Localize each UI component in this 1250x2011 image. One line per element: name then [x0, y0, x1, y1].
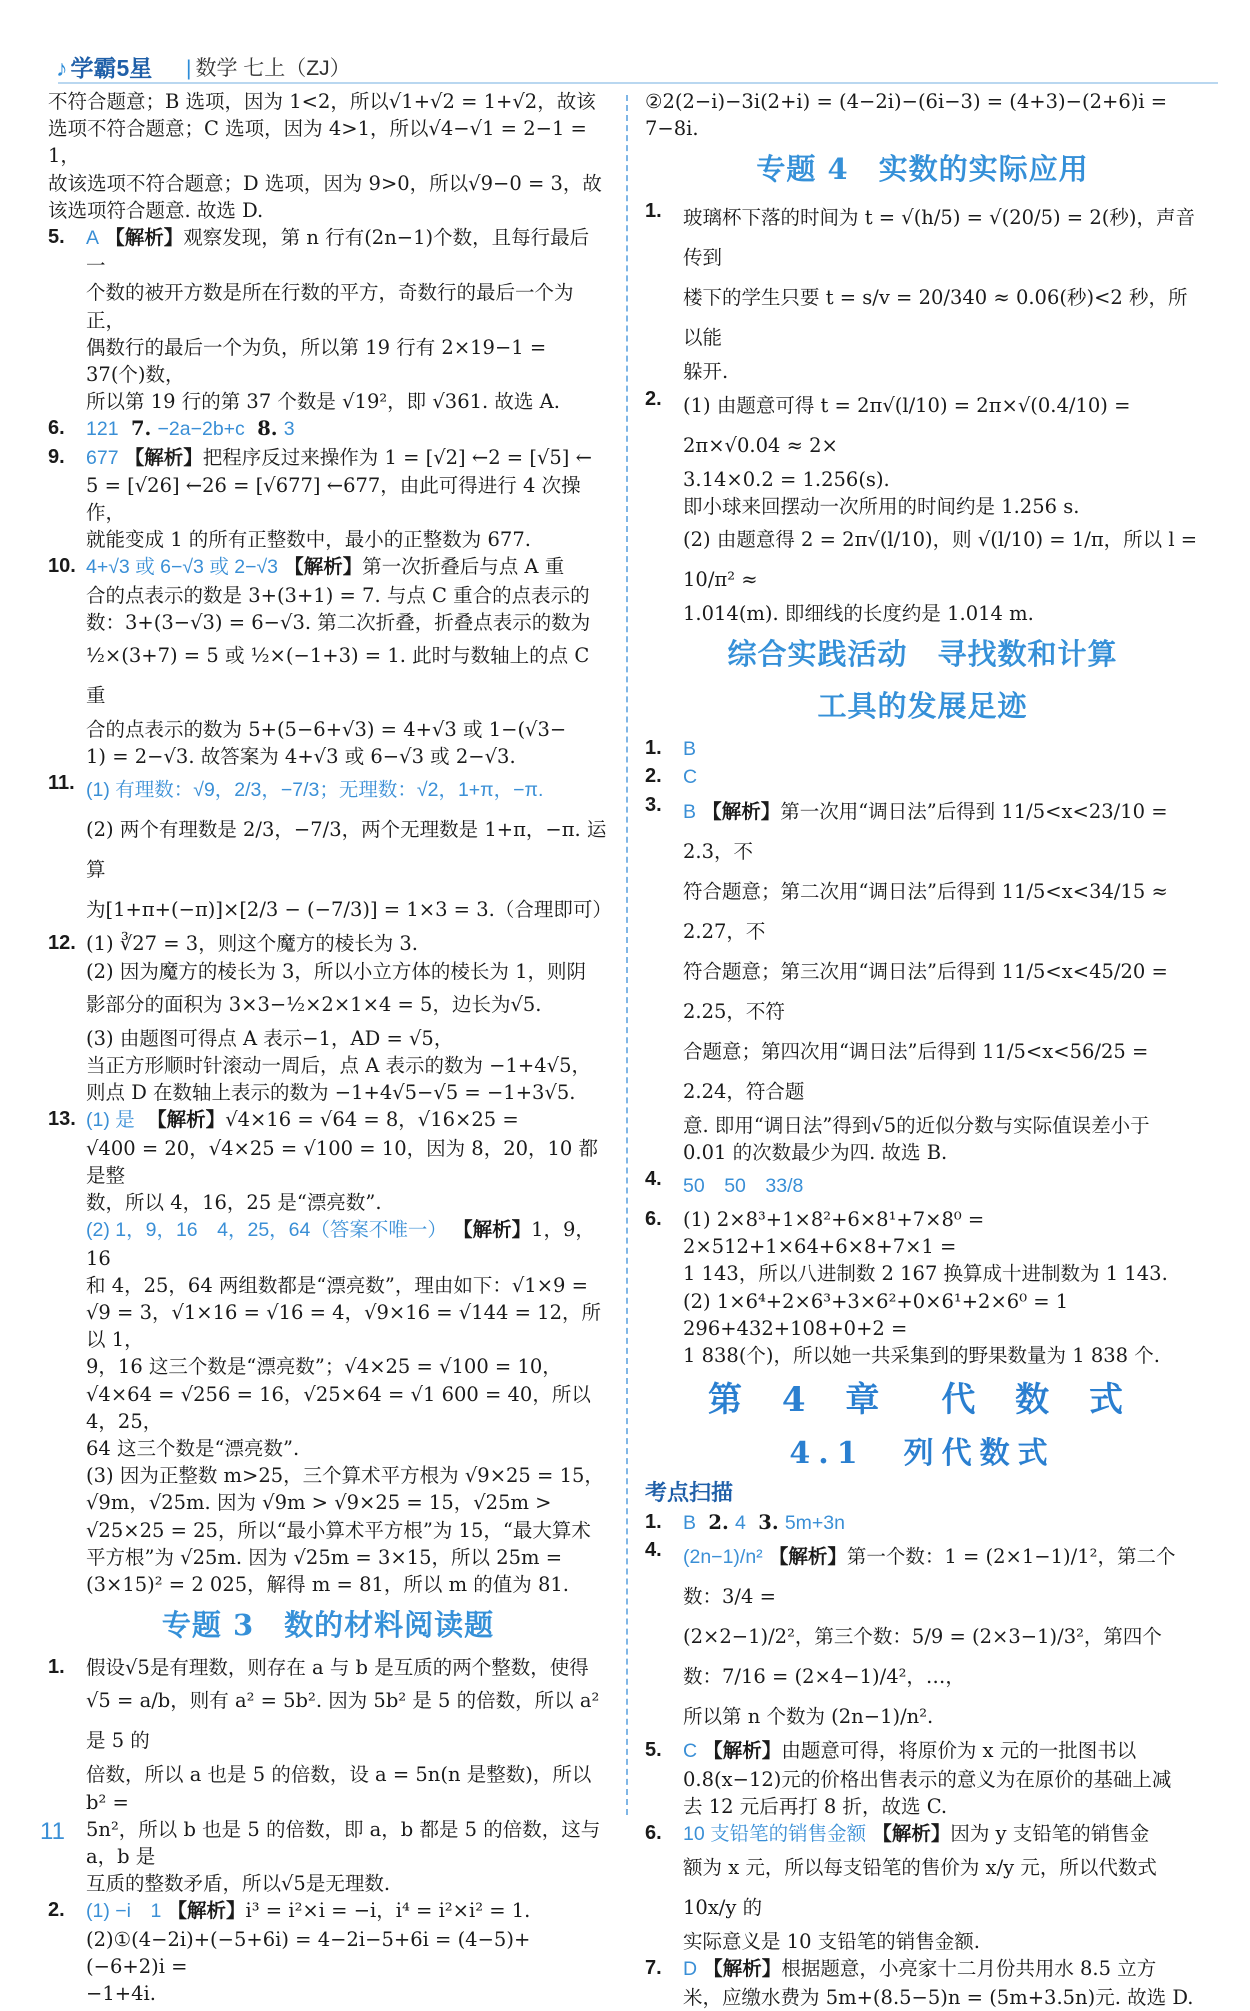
- column-divider: [626, 95, 628, 1815]
- text-line: 3.14×0.2 = 1.256(s).: [683, 467, 890, 491]
- text-line: √25×25 = 25，所以“最小算术平方根”为 15，“最大算术: [86, 1518, 591, 1542]
- text-line: 不符合题意；B 选项，因为 1<2，所以√1+√2 = 1+√2，故该: [48, 90, 596, 113]
- answer-key: 4+√3 或 6−√3 或 2−√3: [86, 556, 279, 579]
- text-line: 64 这三个数是“漂亮数”.: [86, 1436, 300, 1460]
- text-line: 1) = 2−√3. 故答案为 4+√3 或 6−√3 或 2−√3.: [86, 745, 516, 769]
- item-number: 7.: [645, 1957, 662, 1980]
- text-line: 1.014(m). 即细线的长度约是 1.014 m.: [683, 602, 1034, 626]
- text-line: 合的点表示的数为 5+(5−6+√3) = 4+√3 或 1−(√3−: [86, 718, 567, 742]
- item-number: 1.: [645, 200, 662, 223]
- left-column: [48, 88, 612, 2007]
- analysis-tag: 【解析】: [768, 1546, 847, 1569]
- text-line: 和 4，25，64 两组数都是“漂亮数”，理由如下：√1×9 =: [86, 1273, 588, 1297]
- analysis-tag: 【解析】: [124, 446, 203, 469]
- answer-key: (1) −i 1: [86, 1900, 162, 1923]
- topic3-item-1: [48, 1654, 608, 1897]
- answer-item-5: [48, 224, 608, 415]
- answer-key: 50 50 33/8: [683, 1175, 804, 1198]
- item-number: 4.: [645, 1539, 662, 1562]
- text-line: (2) 由题意得 2 = 2π√(l/10)，则 √(l/10) = 1/π，所以 l = 10/π² ≈: [683, 528, 1198, 592]
- analysis-tag: 【解析】: [453, 1219, 532, 1242]
- text-line: 根据题意，小亮家十二月份共用水 8.5 立方: [781, 1957, 1157, 1981]
- text-line: 1 143，所以八进制数 2 167 换算成十进制数为 1 143.: [683, 1262, 1168, 1286]
- text-line: 合题意；第四次用“调日法”后得到 11/5<x<56/25 = 2.24，符合题: [683, 1039, 1149, 1103]
- text-line: 额为 x 元，所以每支铅笔的售价为 x/y 元，所以代数式 10x/y 的: [683, 1856, 1157, 1920]
- text-line: 所以第 19 行的第 37 个数是 √19²，即 √361. 故选 A.: [86, 390, 560, 414]
- answer-item-10: [48, 553, 608, 770]
- activity-item-2: [645, 763, 1200, 791]
- brand-logo-mark-icon: ♪: [56, 55, 68, 81]
- text-line: 第一次折叠后与点 A 重: [362, 555, 565, 579]
- text-line: ②2(2−i)−3i(2+i) = (4−2i)−(6i−3) = (4+3)−(2+6)i =: [645, 90, 1168, 113]
- analysis-tag: 【解析】: [702, 800, 781, 823]
- text-line: 平方根”为 √25m. 因为 √25m = 3×15，所以 25m =: [86, 1545, 563, 1569]
- text-line: 0.01 的次数最少为四. 故选 B.: [683, 1140, 948, 1164]
- text-line: ½×(3+7) = 5 或 ½×(−1+3) = 1. 此时与数轴上的点 C 重: [86, 644, 590, 708]
- text-line: 躲开.: [683, 360, 729, 384]
- text-line: 即小球来回摆动一次所用的时间约是 1.256 s.: [683, 494, 1080, 518]
- text-line: 为[1+π+(−π)]×[2/3 − (−7/3)] = 1×3 = 3.（合理即可）: [86, 898, 612, 922]
- answer-key: D: [683, 1958, 698, 1981]
- text-line: 倍数，所以 a 也是 5 的倍数，设 a = 5n(n 是整数)，所以 b² =: [86, 1763, 592, 1814]
- text-line: (3) 因为正整数 m>25，三个算术平方根为 √9×25 = 15，: [86, 1464, 604, 1488]
- text-line: 5 = [√26] ←26 = [√677] ←677，由此可得进行 4 次操作，: [86, 473, 581, 525]
- item-number: 2.: [645, 387, 662, 410]
- text-line: √5 = a/b，则有 a² = 5b². 因为 5b² 是 5 的倍数，所以 a² 是 5 的: [86, 1689, 600, 1753]
- item-number: 5.: [645, 1739, 662, 1762]
- item-number: 2.: [48, 1899, 65, 1922]
- text-line: 个数的被开方数是所在行数的平方，奇数行的最后一个为正，: [86, 281, 574, 332]
- section-item-7: [645, 1955, 1200, 2010]
- analysis-tag: 【解析】: [284, 556, 363, 579]
- answer-key: B: [683, 1512, 697, 1535]
- text-line: √9 = 3，√1×16 = √16 = 4，√9×16 = √144 = 12，所以 1，: [86, 1300, 601, 1352]
- text-line: 把程序反过来操作为 1 = [√2] ←2 = [√5] ←: [202, 445, 592, 469]
- text-line: 就能变成 1 的所有正整数中，最小的正整数为 677.: [86, 528, 531, 552]
- answer-key: C: [683, 1740, 698, 1763]
- analysis-tag: 【解析】: [105, 227, 184, 250]
- text-line: (3) 由题图可得点 A 表示−1，AD = √5，: [86, 1026, 454, 1050]
- text-line: 该选项符合题意. 故选 D.: [48, 198, 264, 222]
- topic-3-title: 专题 3 数的材料阅读题: [161, 1608, 495, 1643]
- item-number: 2.: [708, 1511, 729, 1535]
- answer-item-12: [48, 930, 608, 1106]
- text-line: 符合题意；第三次用“调日法”后得到 11/5<x<45/20 = 2.25，不符: [683, 959, 1168, 1023]
- item-number: 9.: [48, 445, 65, 468]
- item-number: 1.: [645, 737, 662, 760]
- item-number: 2.: [645, 765, 662, 788]
- text-line: 楼下的学生只要 t = s/v = 20/340 ≈ 0.06(秒)<2 秒，所以能: [683, 286, 1188, 350]
- answer-key: (2n−1)/n²: [683, 1546, 763, 1569]
- text-line: 影部分的面积为 3×3−½×2×1×4 = 5，边长为√5.: [86, 992, 542, 1016]
- header-rule: [58, 82, 1218, 84]
- topic3-item-2: [48, 1897, 608, 2007]
- item-number: 6.: [645, 1208, 662, 1231]
- separator-icon: |: [186, 57, 192, 80]
- chapter-title: 第 4 章 代 数 式: [707, 1380, 1137, 1421]
- text-line: (2) 两个有理数是 2/3，−7/3，两个无理数是 1+π，−π. 运算: [86, 818, 607, 882]
- answer-key: 5m+3n: [784, 1512, 845, 1535]
- analysis-tag: 【解析】: [703, 1958, 782, 1981]
- activity-item-4: [645, 1166, 1200, 1206]
- key-points-heading: 考点扫描: [645, 1480, 734, 1506]
- text-line: 数，所以 4，16，25 是“漂亮数”.: [86, 1191, 382, 1215]
- right-column: [645, 88, 1200, 2011]
- activity-item-1: [645, 735, 1200, 763]
- item-number: 3.: [645, 793, 662, 816]
- item-number: 4.: [645, 1168, 662, 1191]
- text-line: √4×16 = √64 = 8，√16×25 =: [225, 1108, 519, 1132]
- text-line: 假设√5是有理数，则存在 a 与 b 是互质的两个整数，使得: [86, 1656, 589, 1680]
- answer-key: 121: [86, 418, 119, 441]
- page-header: [38, 48, 1212, 88]
- text-line: 数：3+(3−√3) = 6−√3. 第二次折叠，折叠点表示的数为: [86, 610, 591, 634]
- answer-key: A: [86, 227, 100, 250]
- text-line: 第一次用“调日法”后得到 11/5<x<23/10 = 2.3，不: [683, 799, 1168, 863]
- text-line: 0.8(x−12)元的价格出售表示的意义为在原价的基础上减: [683, 1767, 1172, 1791]
- answer-key: B: [683, 800, 697, 823]
- answer-key: 4: [734, 1512, 746, 1535]
- item-number: 10.: [48, 555, 76, 578]
- text-line: √400 = 20，√4×25 = √100 = 10，因为 8，20，10 都是整: [86, 1136, 599, 1187]
- item-number: 6.: [48, 417, 65, 440]
- text-line: (2×2−1)/2²，第三个数：5/9 = (2×3−1)/3²，第四个数：7/16 = (2×4−1)/4²，…，: [683, 1625, 1162, 1689]
- answer-key: 677: [86, 446, 119, 469]
- answer-key: (2) 1，9，16 4，25，64（答案不唯一）: [86, 1219, 447, 1242]
- text-line: 5n²，所以 b 也是 5 的倍数，即 a，b 都是 5 的倍数，这与 a，b 是: [86, 1817, 601, 1868]
- analysis-tag: 【解析】: [872, 1823, 951, 1846]
- activity-item-6: [645, 1206, 1200, 1369]
- text-line: √9m，√25m. 因为 √9m > √9×25 = 15，√25m >: [86, 1491, 552, 1515]
- activity-title-line-2: 工具的发展足迹: [817, 689, 1028, 724]
- text-line: (1) ∛27 = 3，则这个魔方的棱长为 3.: [86, 932, 419, 956]
- item-number: 5.: [48, 226, 65, 249]
- item-number: 6.: [645, 1822, 662, 1845]
- text-line: 则点 D 在数轴上表示的数为 −1+4√5−√5 = −1+3√5.: [86, 1081, 576, 1105]
- text-line: √4×64 = √256 = 16，√25×64 = √1 600 = 40，所以 4，25，: [86, 1382, 591, 1433]
- text-line: 玻璃杯下落的时间为 t = √(h/5) = √(20/5) = 2(秒)，声音传到: [683, 206, 1195, 270]
- page-number: 11: [40, 1818, 65, 1845]
- answer-item-6-8: [48, 415, 608, 443]
- answer-key: C: [683, 766, 698, 789]
- text-line: 互质的整数矛盾，所以√5是无理数.: [86, 1872, 391, 1896]
- answer-key: (1) 是: [86, 1109, 135, 1132]
- item-number: 13.: [48, 1108, 76, 1131]
- text-line: 因为 y 支铅笔的销售金: [950, 1822, 1150, 1846]
- text-line: 第一个数：1 = (2×1−1)/1²，第二个数：3/4 =: [683, 1545, 1176, 1609]
- answer-item-9: [48, 444, 608, 554]
- text-line: (2) 1×6⁴+2×6³+3×6²+0×6¹+2×6⁰ = 1 296+432+108+0+2 =: [683, 1289, 1069, 1340]
- text-line: 9，16 这三个数是“漂亮数”；√4×25 = √100 = 10，: [86, 1355, 562, 1379]
- text-line: 故该选项不符合题意；D 选项，因为 9>0，所以√9−0 = 3，故: [48, 171, 602, 195]
- text-line: 意. 即用“调日法”得到√5的近似分数与实际值误差小于: [683, 1113, 1150, 1137]
- topic4-item-2: [645, 386, 1200, 628]
- text-line: 1 838(个)，所以她一共采集到的野果数量为 1 838 个.: [683, 1344, 1160, 1368]
- text-line: 1，9，16: [86, 1218, 595, 1270]
- item-number: 1.: [645, 1511, 662, 1534]
- text-line: (2)①(4−2i)+(−5+6i) = 4−2i−5+6i = (4−5)+(−6+2)i =: [86, 1927, 531, 1978]
- text-line: 7−8i.: [645, 117, 699, 141]
- item-number: 11.: [48, 772, 75, 795]
- text-line: 偶数行的最后一个为负，所以第 19 行有 2×19−1 = 37(个)数，: [86, 335, 547, 387]
- topic4-item-1: [645, 198, 1200, 385]
- analysis-tag: 【解析】: [147, 1109, 226, 1132]
- text-line: 米，应缴水费为 5m+(8.5−5)n = (5m+3.5n)元. 故选 D.: [683, 1985, 1194, 2009]
- item-number: 3.: [758, 1511, 779, 1535]
- text-line: (3×15)² = 2 025，解得 m = 81，所以 m 的值为 81.: [86, 1572, 569, 1596]
- analysis-tag: 【解析】: [703, 1740, 782, 1763]
- text-line: i³ = i²×i = −i，i⁴ = i²×i² = 1.: [245, 1899, 531, 1923]
- answer-key: 10 支铅笔的销售金额: [683, 1823, 867, 1846]
- text-line: 由题意可得，将原价为 x 元的一批图书以: [781, 1739, 1137, 1763]
- section-title: 4.1 列代数式: [789, 1436, 1056, 1472]
- text-line: 合的点表示的数是 3+(3+1) = 7. 与点 C 重合的点表示的: [86, 583, 590, 607]
- answer-key: −2a−2b+c: [157, 418, 245, 441]
- item-number: 8.: [257, 417, 278, 441]
- text-line: (1) 由题意可得 t = 2π√(l/10) = 2π×√(0.4/10) = 2π×√0.04 ≈ 2×: [683, 393, 1131, 457]
- answer-key: 3: [283, 418, 295, 441]
- item-number: 7.: [130, 417, 152, 441]
- text-line: 实际意义是 10 支铅笔的销售金额.: [683, 1930, 980, 1954]
- text-line: −1+4i.: [86, 1981, 156, 2005]
- analysis-tag: 【解析】: [167, 1900, 246, 1923]
- section-item-4: [645, 1537, 1200, 1737]
- activity-item-3: [645, 792, 1200, 1166]
- section-item-5: [645, 1737, 1200, 1820]
- item-number: 1.: [48, 1656, 65, 1679]
- topic-4-title: 专题 4 实数的实际应用: [756, 152, 1089, 187]
- text-line: 所以第 n 个数为 (2n−1)/n².: [683, 1705, 934, 1729]
- answer-item-11: [48, 770, 612, 930]
- text-line: (1) 2×8³+1×8²+6×8¹+7×8⁰ = 2×512+1×64+6×8+7×1 =: [683, 1208, 985, 1259]
- text-line: (2) 因为魔方的棱长为 3，所以小立方体的棱长为 1，则阴: [86, 959, 587, 983]
- subject-label: [186, 52, 351, 82]
- subject-text: 数学 七上（ZJ）: [195, 57, 351, 80]
- text-line: 符合题意；第二次用“调日法”后得到 11/5<x<34/15 ≈ 2.27，不: [683, 879, 1168, 943]
- text-line: 去 12 元后再打 8 折，故选 C.: [683, 1794, 948, 1818]
- answer-key: (1) 有理数：√9，2/3，−7/3；无理数：√2，1+π，−π.: [86, 779, 544, 802]
- text-line: 选项不符合题意；C 选项，因为 4>1，所以√4−√1 = 2−1 = 1，: [48, 117, 587, 168]
- answer-item-13: [48, 1106, 608, 1598]
- item-number: 12.: [48, 932, 76, 955]
- section-item-6: [645, 1820, 1200, 1955]
- text-line: 当正方形顺时针滚动一周后，点 A 表示的数为 −1+4√5，: [86, 1054, 592, 1078]
- section-items-1-3: [645, 1509, 1200, 1537]
- text-line: 观察发现，第 n 行有(2n−1)个数，且每行最后一: [86, 226, 590, 278]
- brand-logo: [56, 50, 152, 83]
- brand-logo-text: 学霸5星: [70, 55, 153, 81]
- answer-key: B: [683, 738, 697, 761]
- activity-title-line-1: 综合实践活动 寻找数和计算: [727, 637, 1118, 672]
